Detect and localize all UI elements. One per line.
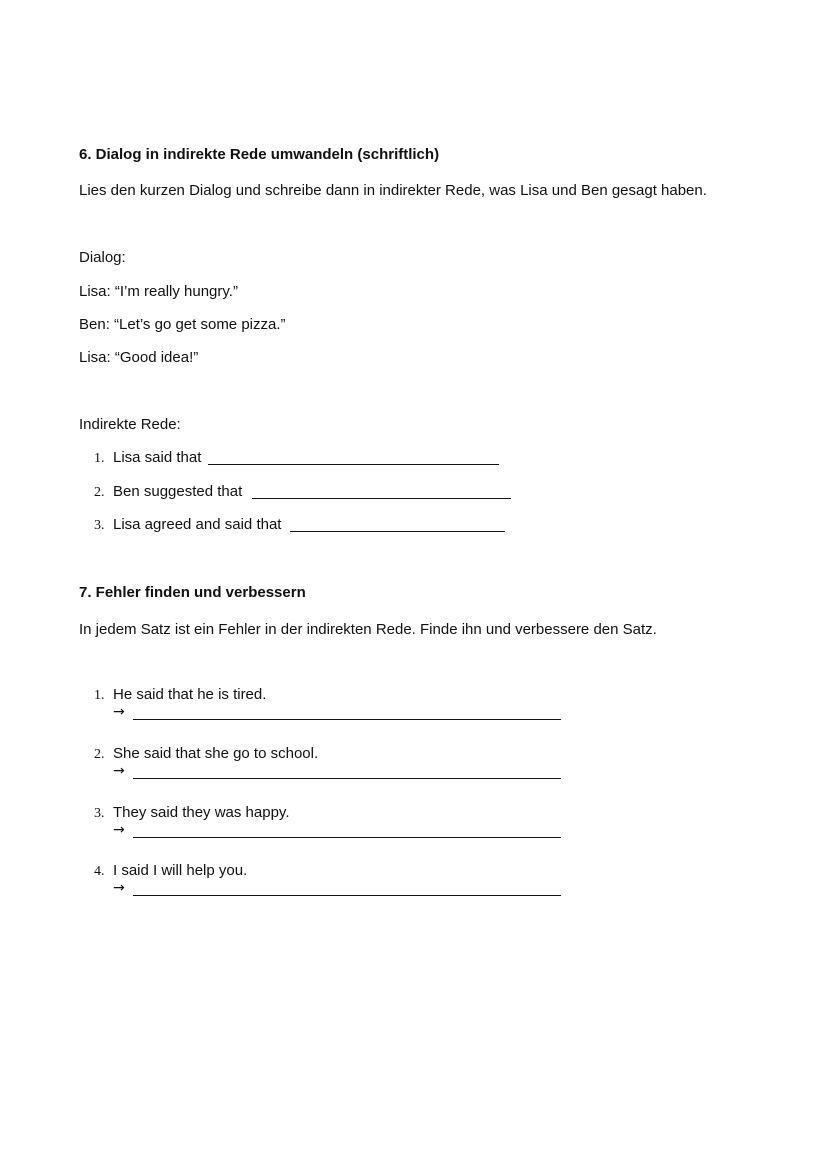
- arrow-icon: →: [113, 704, 125, 720]
- answer-blank[interactable]: [252, 498, 511, 499]
- item-prompt: Lisa said that: [113, 449, 202, 466]
- answer-blank[interactable]: [208, 464, 499, 465]
- faulty-sentence: She said that she go to school.: [113, 745, 319, 762]
- section-6-instruction: Lies den kurzen Dialog und schreibe dann in indirekter Rede, was Lisa und Ben gesagt haben.: [79, 182, 707, 199]
- correction-blank[interactable]: [133, 895, 561, 896]
- item-number: 3.: [94, 518, 105, 533]
- faulty-sentence: I said I will help you.: [113, 862, 248, 879]
- correction-blank[interactable]: [133, 719, 561, 720]
- item-number: 3.: [94, 806, 105, 821]
- dialog-label: Dialog:: [79, 249, 126, 266]
- answer-blank[interactable]: [290, 531, 505, 532]
- item-prompt: Lisa agreed and said that: [113, 516, 282, 533]
- dialog-line-1: Lisa: “I’m really hungry.”: [79, 283, 238, 300]
- item-number: 1.: [94, 451, 105, 466]
- arrow-icon: →: [113, 822, 125, 838]
- faulty-sentence: They said they was happy.: [113, 804, 290, 821]
- item-prompt: Ben suggested that: [113, 483, 243, 500]
- faulty-sentence: He said that he is tired.: [113, 686, 267, 703]
- item-number: 1.: [94, 688, 105, 703]
- indirect-speech-label: Indirekte Rede:: [79, 416, 181, 433]
- dialog-line-3: Lisa: “Good idea!”: [79, 349, 199, 366]
- item-number: 2.: [94, 747, 105, 762]
- section-7-heading: 7. Fehler finden und verbessern: [79, 584, 306, 601]
- section-6-heading: 6. Dialog in indirekte Rede umwandeln (schriftlich): [79, 146, 440, 163]
- arrow-icon: →: [113, 880, 125, 896]
- item-number: 4.: [94, 864, 105, 879]
- section-7-instruction: In jedem Satz ist ein Fehler in der indirekten Rede. Finde ihn und verbessere den Satz.: [79, 621, 657, 638]
- item-number: 2.: [94, 485, 105, 500]
- arrow-icon: →: [113, 763, 125, 779]
- correction-blank[interactable]: [133, 837, 561, 838]
- correction-blank[interactable]: [133, 778, 561, 779]
- dialog-line-2: Ben: “Let’s go get some pizza.”: [79, 316, 286, 333]
